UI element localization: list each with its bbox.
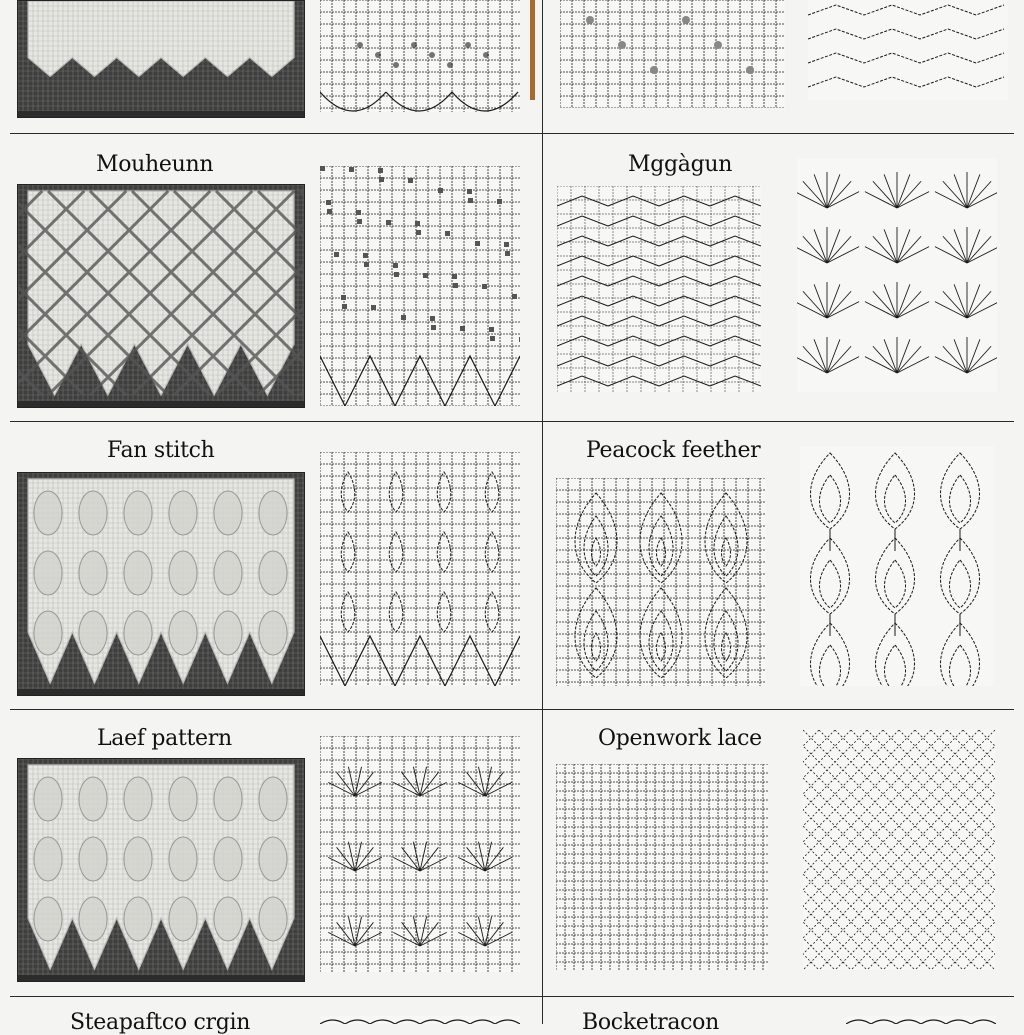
row-divider bbox=[10, 996, 1014, 997]
stitch-chart bbox=[320, 736, 520, 972]
stitch-chart bbox=[557, 186, 761, 392]
stitch-chart bbox=[556, 764, 768, 970]
row-divider bbox=[10, 133, 1014, 134]
pattern-title: Laef pattern bbox=[97, 726, 232, 751]
stitch-chart bbox=[800, 446, 994, 686]
pattern-title: Bocketracon bbox=[582, 1010, 719, 1035]
pattern-title: Steapaftco crgin bbox=[70, 1010, 251, 1035]
stitch-chart bbox=[320, 0, 520, 112]
lace-photo bbox=[17, 472, 305, 696]
row-divider bbox=[10, 709, 1014, 710]
edge-bar bbox=[530, 0, 535, 100]
stitch-chart bbox=[320, 166, 520, 406]
stitch-chart bbox=[556, 478, 766, 686]
lace-photo bbox=[17, 0, 305, 118]
stitch-chart bbox=[803, 730, 995, 970]
lace-photo bbox=[17, 758, 305, 982]
column-divider bbox=[542, 0, 543, 1024]
stitch-chart bbox=[560, 0, 785, 108]
pattern-title: Peacock feether bbox=[586, 438, 761, 463]
stitch-chart bbox=[320, 1016, 520, 1024]
row-divider bbox=[10, 421, 1014, 422]
stitch-chart bbox=[320, 452, 520, 686]
stitch-chart bbox=[846, 1016, 996, 1024]
pattern-title: Mouheunn bbox=[96, 152, 214, 177]
pattern-title: Fan stitch bbox=[107, 438, 215, 463]
lace-photo bbox=[17, 184, 305, 408]
stitch-chart bbox=[808, 0, 1008, 100]
stitch-chart bbox=[797, 158, 997, 392]
pattern-title: Openwork lace bbox=[598, 726, 762, 751]
pattern-title: Mggàgun bbox=[628, 152, 733, 177]
